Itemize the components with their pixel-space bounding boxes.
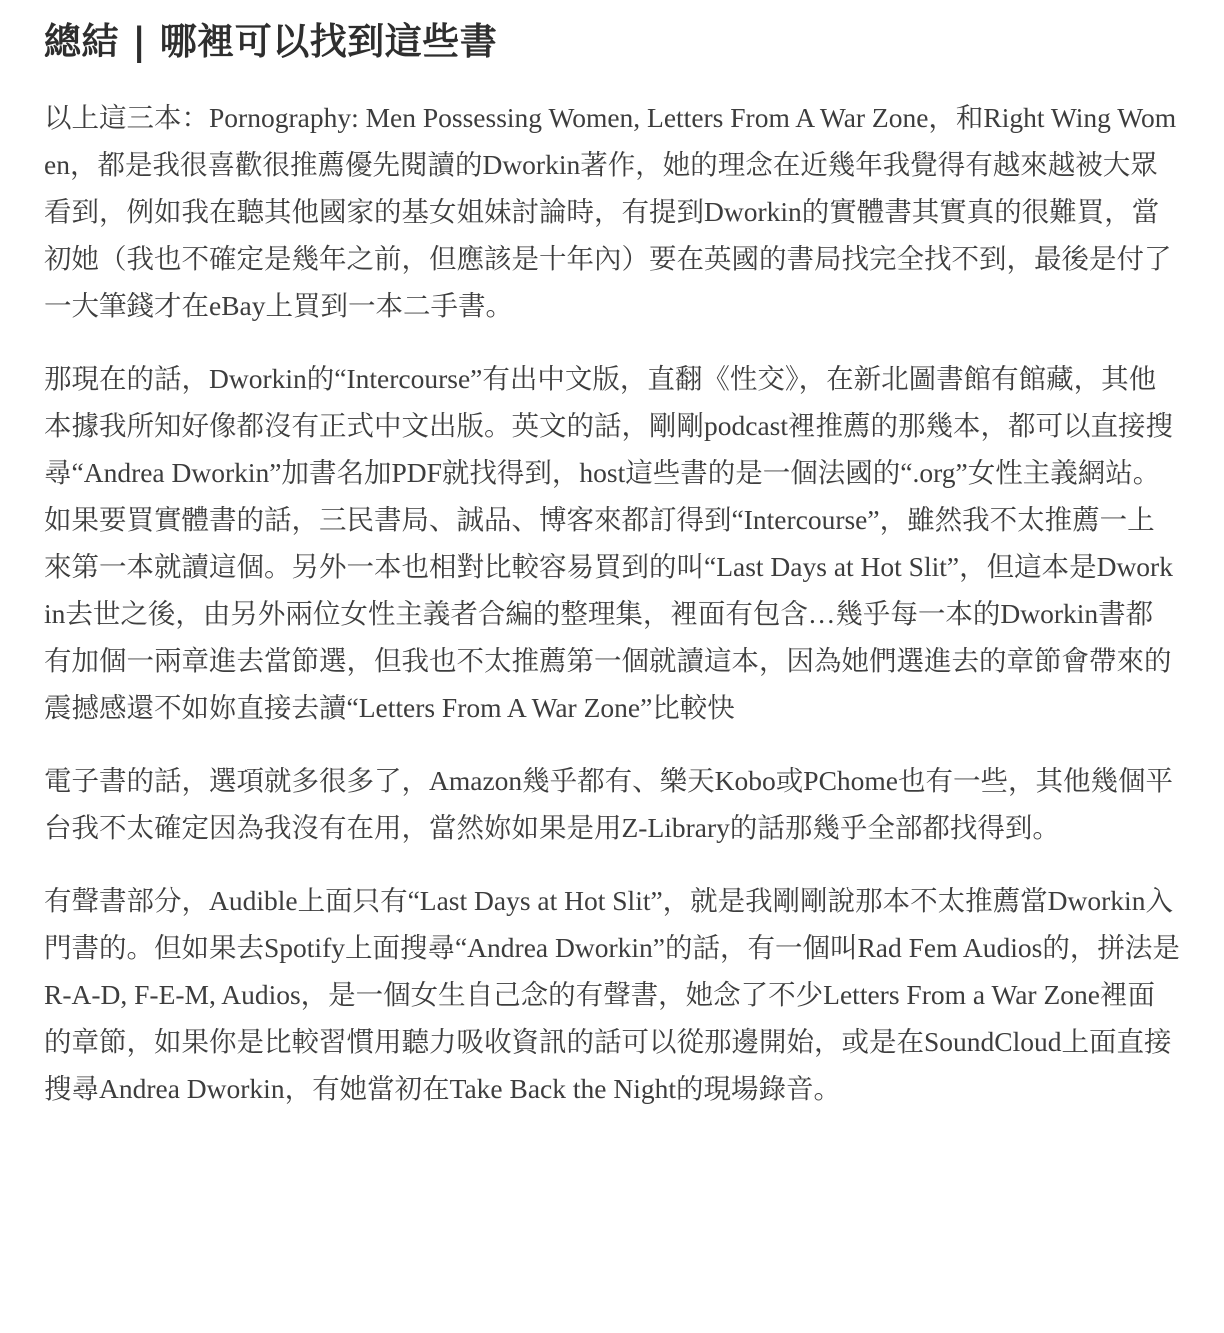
paragraph-where-to-find-books-intro: 以上這三本：Pornography: Men Possessing Women, Letters From A War Zone，和Right Wing Women，都是我很喜歡很推薦優先閱讀的Dworkin著作，她的理念在近幾年我覺得有越來越被大眾看到，例如我在聽其他國家的基女姐妹討論時，有提到Dworkin的實體書其實真的很難買，當初她（我也不確定是幾年之前，但應該是十年內）要在英國的書局找完全找不到，最後是付了一大筆錢才在eBay上買到一本二手書。: [44, 102, 1177, 321]
section-heading: 總結 | 哪裡可以找到這些書: [44, 20, 498, 63]
paragraph-ebooks: 電子書的話，選項就多很多了，Amazon幾乎都有、樂天Kobo或PChome也有一些，其他幾個平台我不太確定因為我沒有在用，當然妳如果是用Z-Library的話那幾乎全部都找得到。: [44, 765, 1174, 843]
paragraph-chinese-and-english-editions: 那現在的話，Dworkin的“Intercourse”有出中文版，直翻《性交》，在新北圖書館有館藏，其他本據我所知好像都沒有正式中文出版。英文的話，剛剛podcast裡推薦的那幾本，都可以直接搜尋“Andrea Dworkin”加書名加PDF就找得到，host這些書的是一個法國的“.org”女性主義網站。如果要買實體書的話，三民書局、誠品、博客來都訂得到“Intercourse”，雖然我不太推薦一上來第一本就讀這個。另外一本也相對比較容易買到的叫“Last Days at Hot Slit”，但這本是Dworkin去世之後，由另外兩位女性主義者合編的整理集，裡面有包含…幾乎每一本的Dworkin書都有加個一兩章進去當節選，但我也不太推薦第一個就讀這本，因為她們選進去的章節會帶來的震撼感還不如妳直接去讀“Letters From A War Zone”比較快: [44, 363, 1174, 723]
paragraph-audiobooks: 有聲書部分，Audible上面只有“Last Days at Hot Slit”，就是我剛剛說那本不太推薦當Dworkin入門書的。但如果去Spotify上面搜尋“Andrea Dworkin”的話，有一個叫Rad Fem Audios的，拼法是R-A-D, F-E-M, Audios，是一個女生自己念的有聲書，她念了不少Letters From a War Zone裡面的章節，如果你是比較習慣用聽力吸收資訊的話可以從那邊開始，或是在SoundCloud上面直接搜尋Andrea Dworkin，有她當初在Take Back the Night的現場錄音。: [44, 885, 1180, 1104]
